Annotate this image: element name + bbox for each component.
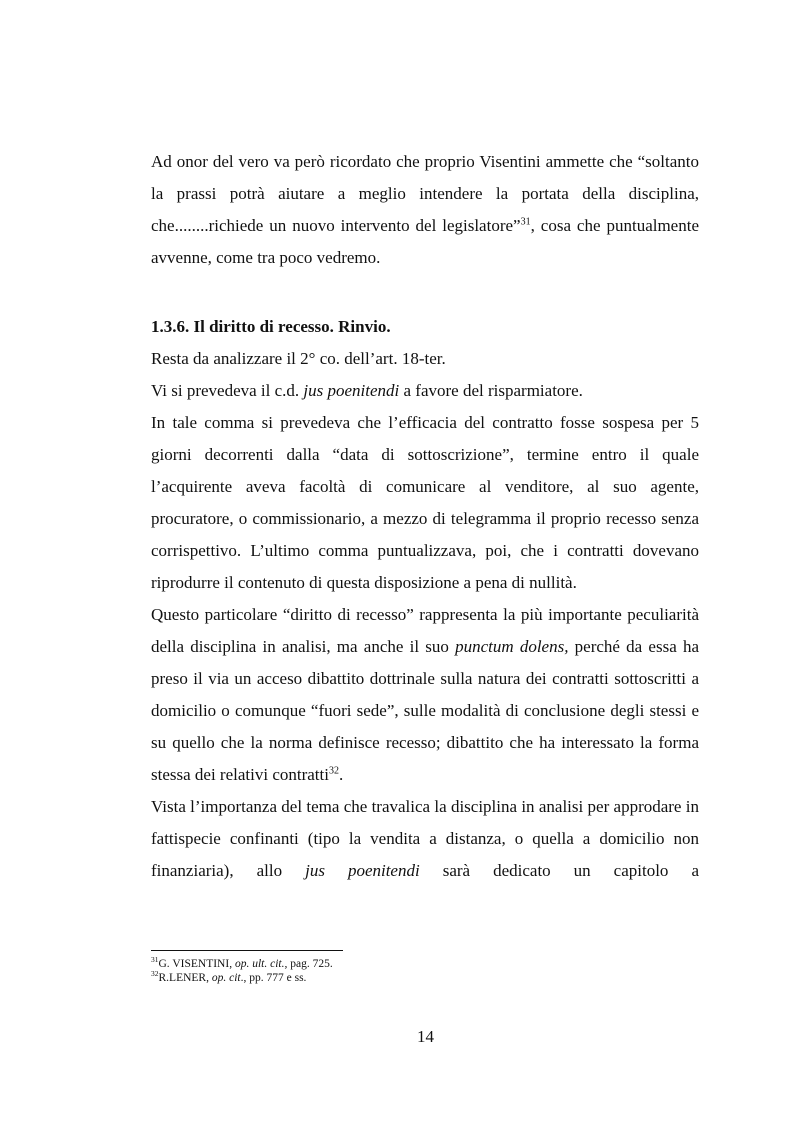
footnote-citation: op. ult. cit.,: [234, 958, 288, 970]
section-paragraph: [151, 599, 699, 791]
section-line: [151, 375, 699, 407]
text-run: Vista l’importanza del tema che travalica la disciplina in analisi per approdare in fattispecie confinanti (tipo la vendita a distanza, o quella a domicilio non finanziaria), allo: [151, 797, 699, 880]
paragraph-text: , cosa che puntualmente avvenne, come tra poco vedremo.: [151, 216, 699, 267]
text-run: a favore del risparmiatore.: [399, 381, 583, 400]
footnote-citation: op. cit: [211, 972, 241, 984]
section-body: [151, 343, 699, 887]
footnote-reference: 31: [520, 216, 531, 228]
opening-paragraph: [151, 146, 699, 274]
footnote-divider: [151, 950, 343, 951]
section-line: Resta da analizzare il 2° co. dell’art. 18-ter.: [151, 349, 446, 368]
text-run: perché da essa ha preso il via un acceso dibattito dottrinale sulla natura dei contratti sottoscritti a domicilio o comunque “fuori sede”, sulle modalità di conclusione degli stessi e su quello che la norma definisce recesso; dibattito che ha interessato la forma stessa dei relativi contratti: [151, 637, 699, 784]
text-run: .: [338, 765, 344, 784]
page-number: 14: [417, 1027, 434, 1046]
italic-term: jus poenitendi: [305, 861, 420, 880]
footnote-author: R.LENER,: [158, 972, 212, 984]
footnotes: [151, 957, 699, 985]
text-run: sarà dedicato un capitolo a: [419, 861, 699, 880]
section-paragraph: [151, 791, 699, 887]
footnote: [151, 957, 699, 971]
footnote-number: 32: [151, 969, 159, 979]
footnote-reference: 32: [328, 765, 339, 777]
section-heading: 1.3.6. Il diritto di recesso. Rinvio.: [151, 317, 391, 336]
italic-term: punctum dolens,: [455, 637, 569, 656]
italic-term: jus poenitendi: [303, 381, 400, 400]
section-paragraph: In tale comma si prevedeva che l’efficacia del contratto fosse sospesa per 5 giorni decorrenti dalla “data di sottoscrizione”, termine entro il quale l’acquirente aveva facoltà di comunicare al venditore, al suo agente, procuratore, o commissionario, a mezzo di telegramma il proprio recesso senza corrispettivo. L’ultimo comma puntualizzava, poi, che i contratti dovevano riprodurre il contenuto di questa disposizione a pena di nullità.: [151, 413, 699, 592]
footnote-number: 31: [151, 955, 159, 965]
text-run: Questo particolare “diritto di recesso” rappresenta la più importante peculiarità della disciplina in analisi, ma anche il suo: [151, 605, 699, 656]
footnote-author: G. VISENTINI,: [158, 958, 235, 970]
footnote: [151, 971, 699, 985]
footnote-text: pag. 725.: [287, 958, 333, 970]
footnote-text: ., pp. 777 e ss.: [240, 972, 307, 984]
text-run: Vi si prevedeva il c.d.: [151, 381, 304, 400]
paragraph-text: Ad onor del vero va però ricordato che proprio Visentini ammette che “soltanto la prassi potrà aiutare a meglio intendere la portata della disciplina, che........richiede un nuovo intervento del legislatore”: [151, 152, 699, 235]
